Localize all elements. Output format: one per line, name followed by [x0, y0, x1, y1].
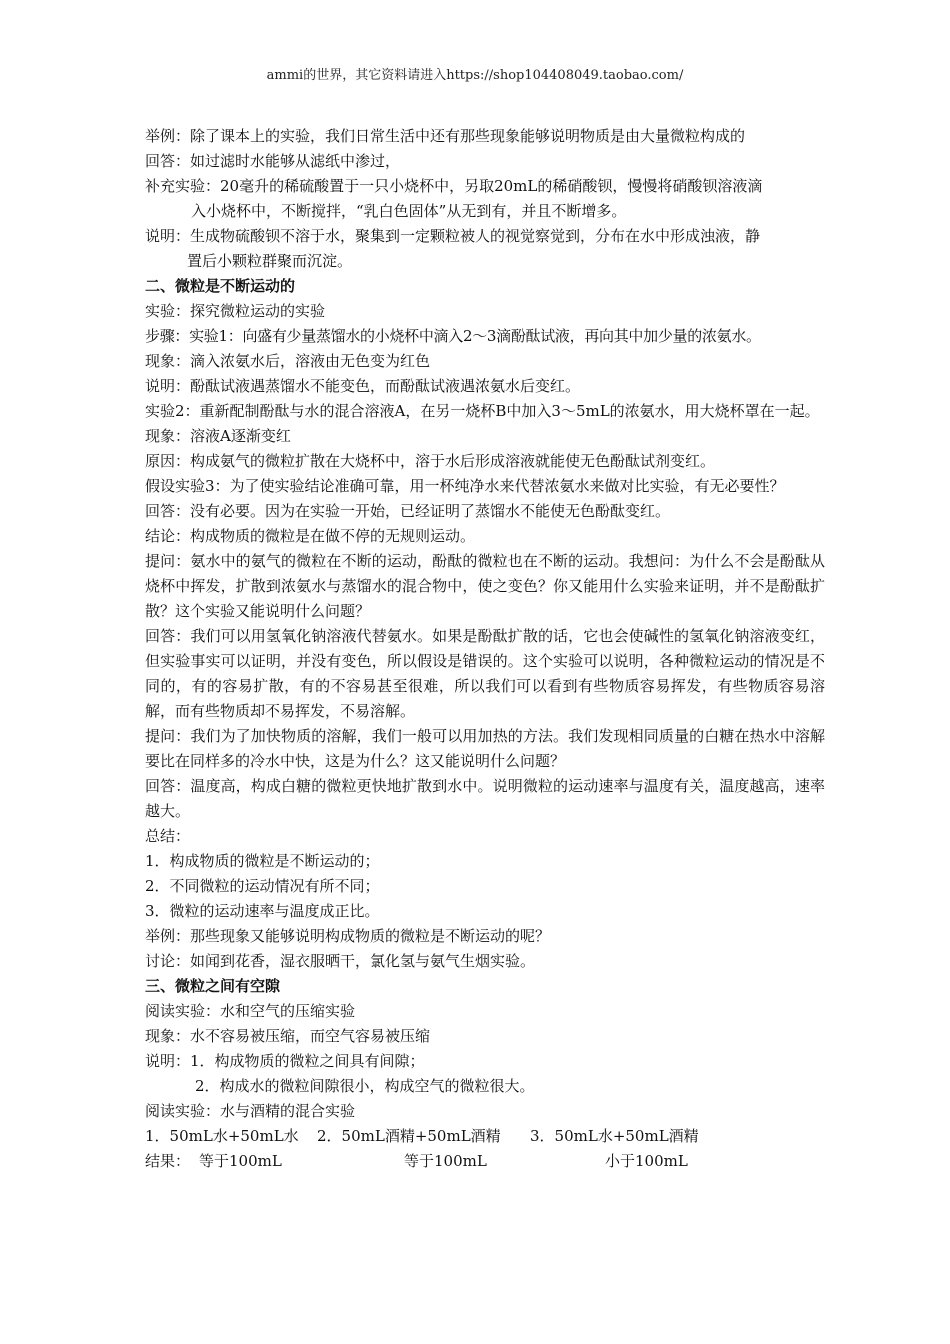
explanation-3-line-2: 2．构成水的微粒间隙很小，构成空气的微粒很大。 — [195, 1077, 535, 1095]
page-header: ammi的世界，其它资料请进入https://shop104408049.taobao.com/ — [266, 68, 684, 83]
section-2-heading: 二、微粒是不断运动的 — [145, 277, 296, 295]
question-2: 提问：氨水中的氨气的微粒在不断的运动，酚酞的微粒也在不断的运动。我想问：为什么不会是酚酞从烧杯中挥发，扩散到浓氨水与蒸馏水的混合物中，使之变色？你又能用什么实验来证明，并不是酚酞扩散？这个实验又能说明什么问题？ — [145, 552, 825, 620]
summary-item-2: 2．不同微粒的运动情况有所不同； — [145, 877, 380, 895]
discussion: 讨论：如闻到花香，湿衣服晒干，氯化氢与氨气生烟实验。 — [145, 952, 536, 970]
reading-experiment-1: 阅读实验：水和空气的压缩实验 — [145, 1002, 356, 1020]
document-body — [145, 124, 825, 1174]
experiment-2: 实验2：重新配制酚酞与水的混合溶液A，在另一烧杯B中加入3～5mL的浓氨水，用大烧杯罩在一起。 — [145, 402, 820, 420]
answer-2: 回答：我们可以用氢氧化钠溶液代替氨水。如果是酚酞扩散的话，它也会使碱性的氢氧化钠溶液变红，但实验事实可以证明，并没有变色，所以假设是错误的。这个实验可以说明，各种微粒运动的情况是不同的，有的容易扩散，有的不容易甚至很难，所以我们可以看到有些物质容易挥发，有些物质容易溶解，而有些物质却不易挥发，不易溶解。 — [145, 627, 825, 720]
extra-experiment-line-1: 补充实验：20毫升的稀硫酸置于一只小烧杯中，另取20mL的稀硝酸钡，慢慢将硝酸钡溶液滴 — [145, 177, 763, 195]
explanation-line-1: 说明：生成物硫酸钡不溶于水，聚集到一定颗粒被人的视觉察觉到，分布在水中形成浊液，静 — [145, 227, 761, 245]
section-3-heading: 三、微粒之间有空隙 — [145, 977, 281, 995]
hypothesis-experiment-3: 假设实验3：为了使实验结论准确可靠，用一杯纯净水来代替浓氨水来做对比实验，有无必要性？ — [145, 477, 785, 495]
conclusion: 结论：构成物质的微粒是在做不停的无规则运动。 — [145, 527, 476, 545]
results-row — [145, 1149, 825, 1174]
phenomenon-2: 现象：溶液A逐渐变红 — [145, 427, 291, 445]
summary-item-1: 1．构成物质的微粒是不断运动的； — [145, 852, 380, 870]
reading-experiment-2: 阅读实验：水与酒精的混合实验 — [145, 1102, 356, 1120]
experiment-steps: 步骤：实验1：向盛有少量蒸馏水的小烧杯中滴入2～3滴酚酞试液，再向其中加少量的浓氨水。 — [145, 327, 761, 345]
phenomenon-3: 现象：水不容易被压缩，而空气容易被压缩 — [145, 1027, 431, 1045]
experiment-title: 实验：探究微粒运动的实验 — [145, 302, 326, 320]
explanation-3-line-1: 说明：1．构成物质的微粒之间具有间隙； — [145, 1052, 425, 1070]
mix-item-1: 1．50mL水+50mL水 — [145, 1127, 299, 1145]
summary-item-3: 3．微粒的运动速率与温度成正比。 — [145, 902, 380, 920]
explanation-1: 说明：酚酞试液遇蒸馏水不能变色，而酚酞试液遇浓氨水后变红。 — [145, 377, 581, 395]
phenomenon-1: 现象：滴入浓氨水后，溶液由无色变为红色 — [145, 352, 431, 370]
example-question: 举例：除了课本上的实验，我们日常生活中还有那些现象能够说明物质是由大量微粒构成的 — [145, 127, 746, 145]
example-answer: 回答：如过滤时水能够从滤纸中渗过， — [145, 152, 401, 170]
reason: 原因：构成氨气的微粒扩散在大烧杯中，溶于水后形成溶液就能使无色酚酞试剂变红。 — [145, 452, 716, 470]
result-2: 等于100mL — [404, 1152, 487, 1170]
mix-experiments-row — [145, 1124, 825, 1149]
answer-1: 回答：没有必要。因为在实验一开始，已经证明了蒸馏水不能使无色酚酞变红。 — [145, 502, 671, 520]
result-1: 等于100mL — [199, 1152, 282, 1170]
extra-experiment-line-2: 入小烧杯中，不断搅拌，“乳白色固体”从无到有，并且不断增多。 — [191, 202, 627, 220]
mix-item-3: 3．50mL水+50mL酒精 — [530, 1127, 699, 1145]
explanation-line-2: 置后小颗粒群聚而沉淀。 — [187, 252, 353, 270]
answer-3: 回答：温度高，构成白糖的微粒更快地扩散到水中。说明微粒的运动速率与温度有关，温度越高，速率越大。 — [145, 777, 825, 820]
summary-title: 总结： — [145, 827, 191, 845]
example-2: 举例：那些现象又能够说明构成物质的微粒是不断运动的呢？ — [145, 927, 551, 945]
mix-item-2: 2．50mL酒精+50mL酒精 — [317, 1127, 501, 1145]
question-3: 提问：我们为了加快物质的溶解，我们一般可以用加热的方法。我们发现相同质量的白糖在热水中溶解要比在同样多的冷水中快，这是为什么？这又能说明什么问题？ — [145, 727, 825, 770]
result-label: 结果： — [145, 1152, 191, 1170]
result-3: 小于100mL — [605, 1152, 688, 1170]
